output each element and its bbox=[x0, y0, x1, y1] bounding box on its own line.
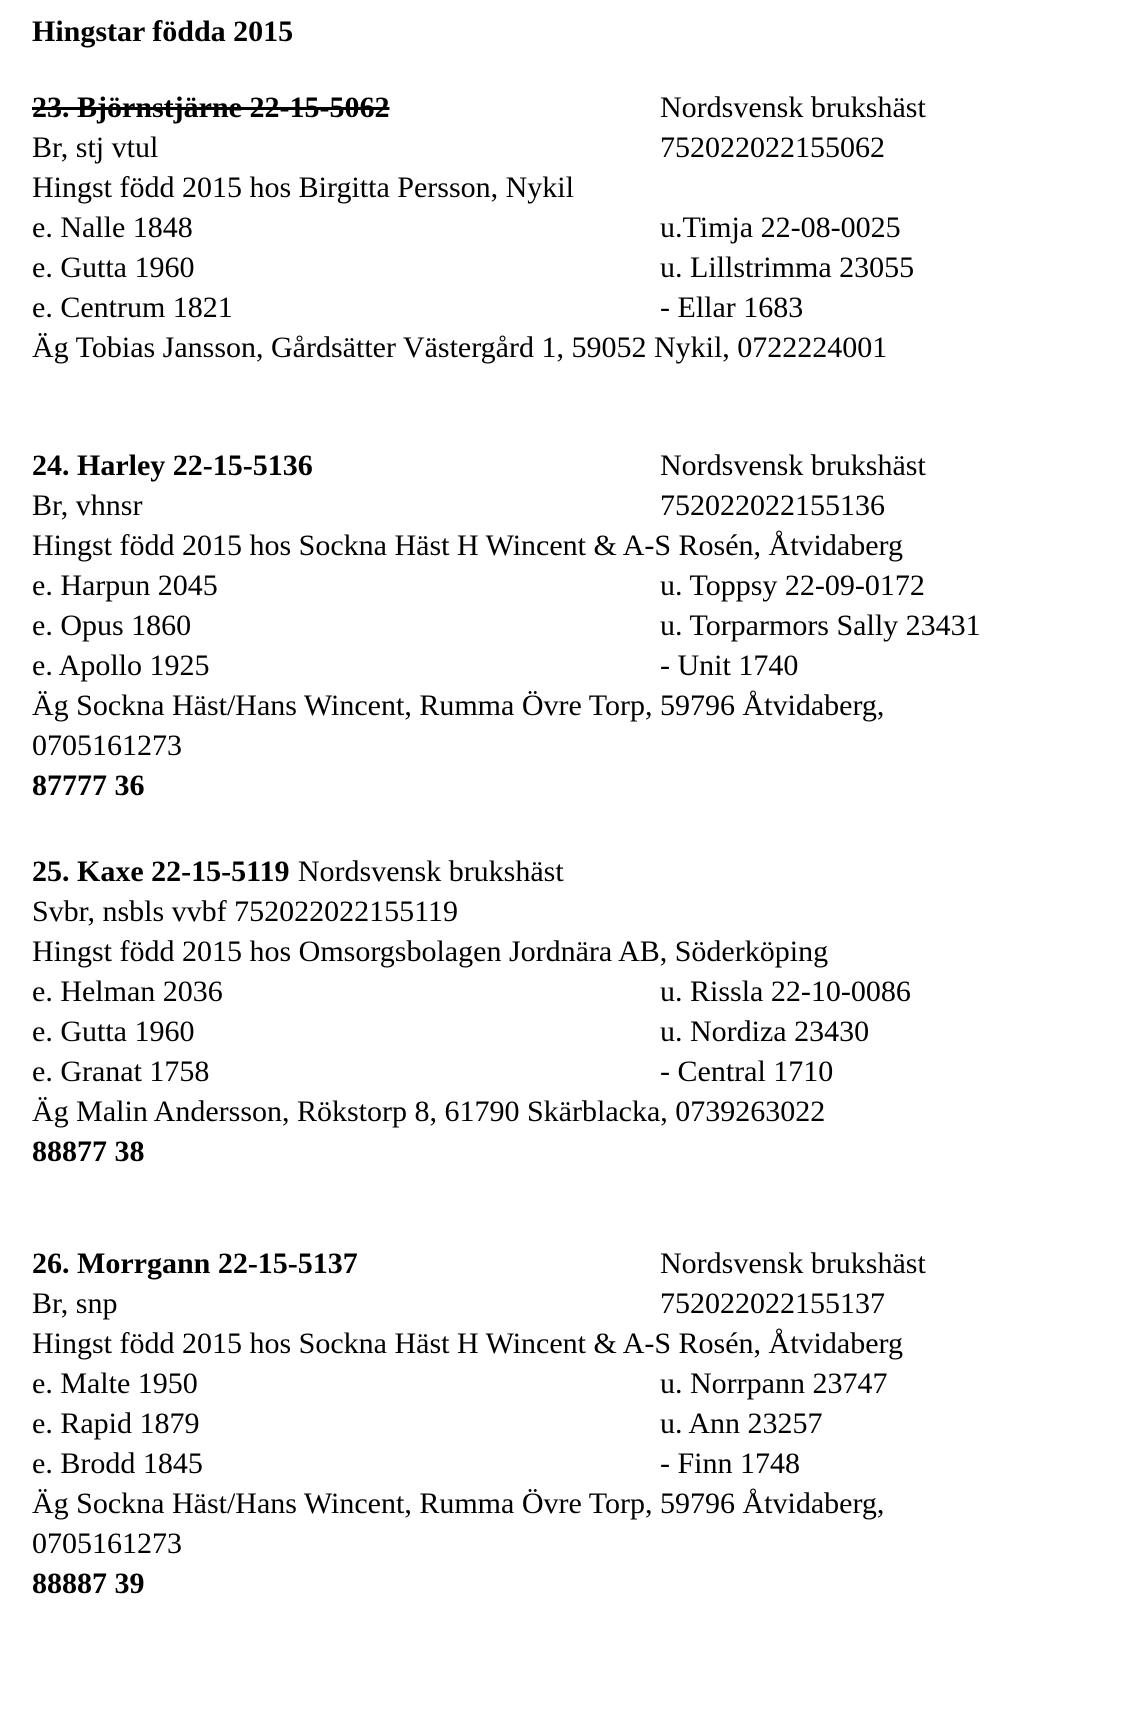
dam-line-3: - Finn 1748 bbox=[660, 1447, 801, 1480]
dam-line-2: u. Lillstrimma 23055 bbox=[660, 251, 915, 284]
dam-line-3: - Central 1710 bbox=[660, 1055, 834, 1088]
entry-name-number: 23. Björnstjärne 22-15-5062 bbox=[32, 91, 390, 124]
pedigree-row bbox=[32, 208, 1108, 248]
entry-heading-row bbox=[32, 1244, 1108, 1284]
dam-line-2: u. Nordiza 23430 bbox=[660, 1015, 870, 1048]
horse-entry-24 bbox=[32, 446, 1108, 806]
entry-score: 88877 38 bbox=[32, 1135, 145, 1168]
pedigree-row bbox=[32, 1012, 1108, 1052]
horse-entry-23 bbox=[32, 88, 1108, 368]
entry-breed: Nordsvensk brukshäst bbox=[297, 855, 564, 888]
entry-owner: Äg Malin Andersson, Rökstorp 8, 61790 Skärblacka, 0739263022 bbox=[32, 1095, 826, 1128]
sire-line-2: e. Gutta 1960 bbox=[32, 1015, 195, 1048]
sire-line-3: e. Centrum 1821 bbox=[32, 291, 233, 324]
entry-origin: Hingst född 2015 hos Sockna Häst H Wincent & A-S Rosén, Åtvidaberg bbox=[32, 1327, 903, 1360]
horse-entry-26 bbox=[32, 1244, 1108, 1604]
dam-line-2: u. Ann 23257 bbox=[660, 1407, 823, 1440]
entry-heading-row bbox=[32, 88, 1108, 128]
sire-line-3: e. Granat 1758 bbox=[32, 1055, 210, 1088]
sire-line-3: e. Apollo 1925 bbox=[32, 649, 210, 682]
entry-owner: Äg Sockna Häst/Hans Wincent, Rumma Övre Torp, 59796 Åtvidaberg, bbox=[32, 1487, 885, 1520]
pedigree-row bbox=[32, 646, 1108, 686]
dam-line-2: u. Torparmors Sally 23431 bbox=[660, 609, 981, 642]
entry-color-reg-row bbox=[32, 486, 1108, 526]
sire-line-3: e. Brodd 1845 bbox=[32, 1447, 203, 1480]
entry-name-number: 25. Kaxe 22-15-5119 bbox=[32, 855, 290, 888]
pedigree-row bbox=[32, 288, 1108, 328]
dam-line-3: - Unit 1740 bbox=[660, 649, 799, 682]
entry-owner: Äg Tobias Jansson, Gårdsätter Västergård 1, 59052 Nykil, 0722224001 bbox=[32, 331, 888, 364]
entry-breed: Nordsvensk brukshäst bbox=[660, 1247, 926, 1280]
entry-heading bbox=[32, 88, 660, 128]
dam-line-1: u. Norrpann 23747 bbox=[660, 1367, 888, 1400]
entry-origin: Hingst född 2015 hos Birgitta Persson, Nykil bbox=[32, 171, 574, 204]
page-title: Hingstar födda 2015 bbox=[32, 15, 294, 48]
entry-owner-phone: 0705161273 bbox=[32, 729, 182, 762]
entry-color: Br, snp bbox=[32, 1287, 118, 1320]
pedigree-row bbox=[32, 1444, 1108, 1484]
sire-line-1: e. Nalle 1848 bbox=[32, 211, 193, 244]
entry-name-number: 24. Harley 22-15-5136 bbox=[32, 449, 313, 482]
sire-line-2: e. Opus 1860 bbox=[32, 609, 192, 642]
entry-reg-number: 752022022155062 bbox=[660, 131, 885, 164]
sire-line-1: e. Malte 1950 bbox=[32, 1367, 198, 1400]
pedigree-row bbox=[32, 566, 1108, 606]
entry-breed: Nordsvensk brukshäst bbox=[660, 91, 926, 124]
entry-color-reg-row bbox=[32, 1284, 1108, 1324]
entry-heading bbox=[32, 446, 660, 486]
entry-color: Br, vhnsr bbox=[32, 489, 143, 522]
horse-entry-25 bbox=[32, 852, 1108, 1172]
dam-line-1: u. Rissla 22-10-0086 bbox=[660, 975, 911, 1008]
entry-score: 87777 36 bbox=[32, 769, 145, 802]
sire-line-1: e. Harpun 2045 bbox=[32, 569, 218, 602]
entry-reg-number: 752022022155137 bbox=[660, 1287, 885, 1320]
sire-line-1: e. Helman 2036 bbox=[32, 975, 223, 1008]
entry-color-reg: Svbr, nsbls vvbf 752022022155119 bbox=[32, 895, 459, 928]
sire-line-2: e. Rapid 1879 bbox=[32, 1407, 200, 1440]
entry-origin: Hingst född 2015 hos Sockna Häst H Wincent & A-S Rosén, Åtvidaberg bbox=[32, 529, 903, 562]
pedigree-row bbox=[32, 1052, 1108, 1092]
entry-breed: Nordsvensk brukshäst bbox=[660, 449, 926, 482]
entry-reg-number: 752022022155136 bbox=[660, 489, 885, 522]
entry-owner-phone: 0705161273 bbox=[32, 1527, 182, 1560]
dam-line-1: u. Toppsy 22-09-0172 bbox=[660, 569, 925, 602]
entry-heading bbox=[32, 1244, 660, 1284]
dam-line-1: u.Timja 22-08-0025 bbox=[660, 211, 901, 244]
pedigree-row bbox=[32, 1404, 1108, 1444]
entry-owner: Äg Sockna Häst/Hans Wincent, Rumma Övre Torp, 59796 Åtvidaberg, bbox=[32, 689, 885, 722]
pedigree-row bbox=[32, 1364, 1108, 1404]
pedigree-row bbox=[32, 606, 1108, 646]
entry-color: Br, stj vtul bbox=[32, 131, 159, 164]
entry-heading-row bbox=[32, 446, 1108, 486]
pedigree-row bbox=[32, 972, 1108, 1012]
entry-heading bbox=[32, 852, 1108, 892]
entry-score: 88887 39 bbox=[32, 1567, 145, 1600]
entry-origin: Hingst född 2015 hos Omsorgsbolagen Jordnära AB, Söderköping bbox=[32, 935, 829, 968]
entry-name-number: 26. Morrgann 22-15-5137 bbox=[32, 1247, 358, 1280]
sire-line-2: e. Gutta 1960 bbox=[32, 251, 195, 284]
dam-line-3: - Ellar 1683 bbox=[660, 291, 804, 324]
entry-color-reg-row bbox=[32, 128, 1108, 168]
pedigree-row bbox=[32, 248, 1108, 288]
